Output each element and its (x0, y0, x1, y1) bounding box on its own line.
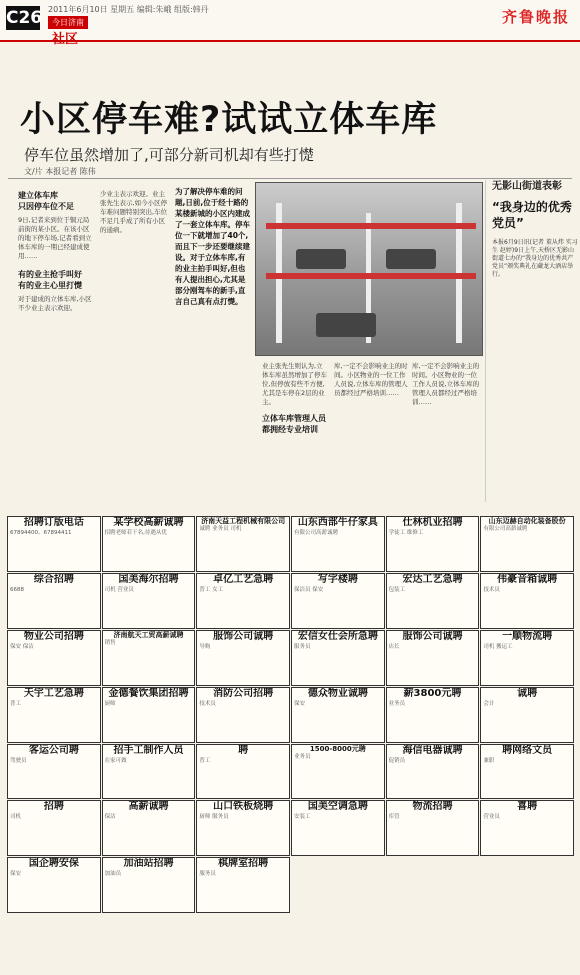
classified-ad (196, 857, 290, 913)
classified-ad (480, 630, 574, 686)
ad-title: 高薪诚聘 (128, 801, 169, 813)
classified-ad (7, 800, 101, 856)
classified-ad (386, 744, 480, 800)
article-subhead: 停车位虽然增加了,可部分新司机却有些打憷 (24, 146, 314, 164)
classified-ad (102, 857, 196, 913)
ad-title: 山东迈赫自动化装备股份 (488, 517, 566, 525)
ad-detail: 普工 (10, 700, 22, 707)
classified-ad (102, 800, 196, 856)
ad-title: 服饰公司诚聘 (213, 630, 274, 642)
ad-title: 济南天益工程机械有限公司 (201, 517, 286, 525)
page-number: C26 (6, 8, 43, 28)
ad-title: 物流招聘 (412, 801, 453, 813)
ad-detail: 有限公司高薪诚聘 (294, 530, 339, 536)
subheading: 有的业主抢手叫好 (18, 270, 82, 279)
article-column-4 (334, 362, 408, 398)
ad-title: 招手工制作人员 (113, 744, 184, 756)
classified-ad (196, 630, 290, 686)
ad-title: 仕林机业招聘 (402, 517, 463, 528)
ad-detail: 在家可做 (104, 757, 127, 764)
classified-ad (480, 744, 574, 800)
ad-detail: 销售 (104, 640, 116, 647)
classified-ad (386, 800, 480, 856)
ad-detail: 诚聘 业务员 司机 (199, 526, 242, 533)
article-column-3 (262, 362, 328, 435)
ad-detail: 服务员 (294, 643, 311, 650)
article-lead: 为了解决停车难的问题,日前,位于经十路的某楼新城的小区内建成了一套立体车库。停车位一下就增加了40个,而且下一步还要继续建设。对于立体车库,有的业主拍手叫好,但也有人提出担心,尤其是部分刚驾车的新手,直言自己真有点打憷。 (175, 187, 250, 306)
ad-title: 山口铁板烧聘 (213, 801, 274, 813)
ad-title: 国企聘安保 (28, 858, 79, 870)
classified-ad (386, 516, 480, 572)
ad-detail: 技术员 (483, 586, 500, 593)
classified-ad (480, 516, 574, 572)
ad-detail: 驾驶员 (10, 757, 27, 764)
classified-ad (480, 573, 574, 629)
subheading: 只因停车位不足 (18, 202, 74, 211)
ad-title: 棋牌室招聘 (218, 858, 269, 870)
ad-detail: 保安 保洁 (10, 643, 34, 650)
ad-detail: 店长 (388, 643, 400, 650)
classified-ad (7, 630, 101, 686)
classified-ad (480, 800, 574, 856)
classified-ad (480, 687, 574, 743)
ad-detail: 促销员 (388, 757, 406, 764)
ad-detail: 加油员 (104, 871, 122, 878)
classified-ad (7, 857, 101, 913)
ad-title: 卓亿工艺急聘 (213, 573, 274, 585)
ad-title: 德众物业诚聘 (307, 687, 368, 699)
body-text: 业主张先生则认为,立体车库虽然增加了停车位,但停放有些不方便,尤其是车停在2层的业主。 (262, 362, 327, 406)
classified-ad (291, 800, 385, 856)
ad-title: 招聘订版电话 (23, 517, 84, 528)
ad-detail: 司机 搬运工 (483, 643, 513, 650)
ad-detail: 包装工 (388, 586, 406, 593)
ad-title: 天宇工艺急聘 (23, 687, 84, 699)
ad-title: 国美空调急聘 (307, 801, 368, 813)
ad-detail: 业务员 (294, 753, 311, 760)
classified-ad (7, 573, 101, 629)
ad-title: 聘网络文员 (502, 744, 553, 756)
subheading: 立体车库管理人员 (262, 414, 326, 423)
classified-ad (7, 516, 101, 572)
classified-ad (386, 630, 480, 686)
article-byline: 文/片 本报记者 陈伟 (24, 167, 96, 176)
ad-detail: 6688 (10, 586, 24, 593)
dateline: 2011年6月10日 星期五 编辑:朱峨 组版:韩丹 (48, 5, 209, 14)
section-name: 社区 (52, 32, 79, 47)
ad-title: 伟豪音箱诚聘 (497, 573, 558, 585)
ad-detail: 司机 营业员 (104, 586, 134, 593)
subheading: 建立体车库 (18, 191, 58, 200)
subheading: 都拥经专业培训 (262, 425, 318, 434)
ad-title: 金德餐饮集团招聘 (108, 687, 189, 699)
ad-detail: 会计 (483, 700, 495, 707)
ad-title: 喜聘 (517, 801, 538, 813)
ad-detail: 营业员 (483, 814, 500, 821)
ad-title: 客运公司聘 (28, 744, 79, 756)
article-column-5 (412, 362, 480, 407)
classified-ad (7, 687, 101, 743)
ad-detail: 技术员 (199, 700, 216, 707)
page-header (0, 0, 580, 47)
ad-detail: 厨师 服务员 (199, 814, 229, 821)
ad-detail: 保安 (10, 871, 22, 878)
ad-detail: 兼职 (483, 757, 495, 764)
ad-title: 山东西部牛仔家具 (297, 517, 378, 528)
ad-detail: 学徒工 维修工 (388, 530, 424, 536)
ad-detail: 司机 (10, 814, 22, 821)
ad-detail: 普工 (199, 757, 211, 764)
ad-title: 消防公司招聘 (213, 687, 274, 699)
classified-ads (6, 515, 574, 970)
classified-ad (196, 573, 290, 629)
parking-garage-photo (255, 182, 483, 356)
ad-detail: 库管 (388, 814, 400, 821)
classified-ad (291, 573, 385, 629)
classified-ad (291, 630, 385, 686)
classified-ad (196, 516, 290, 572)
body-text: 库,一定不会影响业主的时间。小区物业的一位工作人员说,立体车库的管理人员都经过严格培训…… (334, 362, 408, 397)
ad-title: 宏信女仕会所急聘 (297, 630, 378, 642)
ad-detail: 保洁 (104, 814, 116, 821)
article-column-1 (18, 190, 92, 313)
classified-ad (196, 800, 290, 856)
article-column-2 (100, 190, 170, 235)
classified-ad (196, 687, 290, 743)
sidebar-title: 无影山街道表彰 (492, 181, 562, 192)
sidebar-body: 本报6月9日讯(记者 董从炜 实习生 赵婷)9日上午,天桥区无影山街道七办的“我身边的优秀共产党员”颁奖典礼在藏龙大酒店举行。 (492, 239, 578, 278)
ad-title: 招聘 (43, 801, 64, 813)
body-text: 对于建成的立体车库,小区不少业主表示欢迎。 (18, 295, 92, 312)
ad-title: 综合招聘 (33, 573, 74, 585)
classified-ad (102, 573, 196, 629)
ad-title: 加油站招聘 (123, 858, 174, 870)
ad-title: 1500-8000元聘 (309, 744, 366, 753)
ad-detail: 招聘老师若干名,待遇从优 (104, 530, 167, 536)
ad-title: 聘 (238, 744, 249, 756)
ad-detail: 保洁员 保安 (294, 586, 324, 593)
ad-title: 海信电器诚聘 (402, 744, 463, 756)
classified-ad (196, 744, 290, 800)
body-text: 少业主表示欢迎。业主张先生表示,如今小区停车难问题特别突出,车位不足几乎成了所有小区的通病。 (100, 190, 168, 234)
ad-detail: 服务员 (199, 871, 216, 878)
ad-detail: 保安 (294, 700, 306, 707)
classified-ad (7, 744, 101, 800)
classified-ad (102, 516, 196, 572)
newspaper-brand: 齐鲁晚报 (501, 8, 570, 26)
divider (8, 178, 572, 179)
ad-title: 国美海尔招聘 (118, 573, 179, 585)
ad-title: 一顺物流聘 (502, 630, 553, 642)
classified-ad (386, 573, 480, 629)
ad-title: 宏达工艺急聘 (402, 573, 463, 585)
ad-detail: 导购 (199, 643, 211, 650)
ad-title: 济南航天工贸高薪诚聘 (113, 630, 184, 639)
ad-detail: 业务员 (388, 700, 406, 707)
classified-ad (102, 744, 196, 800)
subheading: 有的业主心里打憷 (18, 281, 82, 290)
body-text: 9日,记者来到位于铜元局前街的某小区。在该小区的地下停车场,记者看到立体车库的一期已经建成使用…… (18, 216, 92, 260)
sidebar-headline: “我身边的优秀党员” (492, 200, 572, 230)
ad-detail: 普工 女工 (199, 586, 224, 593)
ad-detail: 67894400、67894411 (10, 530, 72, 536)
classified-ad (291, 516, 385, 572)
ad-title: 写字楼聘 (317, 573, 358, 585)
ad-detail: 有限公司高薪诚聘 (483, 526, 528, 533)
classified-ad (291, 744, 385, 800)
ad-title: 物业公司招聘 (23, 630, 84, 642)
body-text: 库,一定不会影响业主的时间。小区物业的一位工作人员说,立体车库的管理人员都经过严格培训…… (412, 362, 480, 406)
classified-ad (291, 687, 385, 743)
ad-title: 服饰公司诚聘 (402, 630, 463, 642)
sidebar-story (485, 180, 578, 502)
ad-detail: 厨师 (104, 700, 116, 707)
classified-ad (102, 687, 196, 743)
ad-detail: 安装工 (294, 814, 311, 821)
ad-title: 某学校高薪诚聘 (113, 517, 184, 528)
classified-ad (386, 687, 480, 743)
ad-title: 薪3800元聘 (403, 687, 462, 699)
classified-ad (102, 630, 196, 686)
ad-title: 诚聘 (517, 687, 538, 699)
today-tag: 今日济南 (48, 16, 88, 29)
article-headline: 小区停车难?试试立体车库 (20, 100, 438, 140)
